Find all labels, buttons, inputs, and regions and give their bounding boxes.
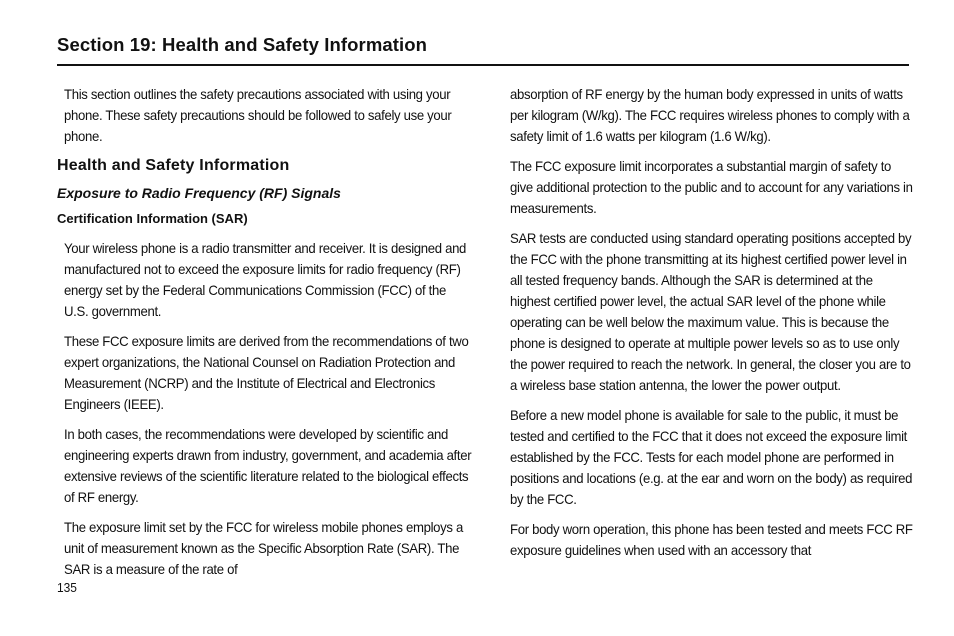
right-column	[510, 84, 915, 570]
intro-paragraph: This section outlines the safety precautions associated with using your phone. These safety precautions should be followed to safely use your phone.	[64, 86, 452, 144]
paragraph-absorption: absorption of RF energy by the human body expressed in units of watts per kilogram (W/kg). The FCC requires wireless phones to comply with a safety limit of 1.6 watts per kilogram (1.6 W/kg).	[510, 86, 910, 144]
paragraph-fcc-limits: These FCC exposure limits are derived from the recommendations of two expert organizations, the National Counsel on Radiation Protection and Measurement (NCRP) and the Institute of Electrical and Electronics Engineers (IEEE).	[64, 333, 469, 412]
section-title: Section 19: Health and Safety Information	[57, 34, 428, 55]
paragraph-sar-unit: The exposure limit set by the FCC for wireless mobile phones employs a unit of measurement known as the Specific Absorption Rate (SAR). The SAR is a measure of the rate of	[64, 519, 464, 577]
heading-health-safety: Health and Safety Information	[57, 157, 290, 174]
paragraph-safety-margin: The FCC exposure limit incorporates a substantial margin of safety to give additional protection to the public and to account for any variations in measurements.	[510, 158, 913, 216]
left-column	[57, 84, 472, 589]
header-rule	[57, 64, 909, 66]
paragraph-transmitter: Your wireless phone is a radio transmitter and receiver. It is designed and manufactured not to exceed the exposure limits for radio frequency (RF) energy set by the Federal Communications Commission (FCC) of the U.S. government.	[64, 240, 467, 319]
paragraph-recommendations: In both cases, the recommendations were developed by scientific and engineering experts drawn from industry, government, and academia after extensive reviews of the scientific literature related to the biological effects of RF energy.	[64, 426, 472, 505]
page-number: 135	[57, 580, 77, 595]
subheading-rf-exposure: Exposure to Radio Frequency (RF) Signals	[57, 185, 341, 201]
paragraph-body-worn: For body worn operation, this phone has been tested and meets FCC RF exposure guidelines when used with an accessory that	[510, 521, 913, 558]
paragraph-sar-tests: SAR tests are conducted using standard operating positions accepted by the FCC with the phone transmitting at its highest certified power level in all tested frequency bands. Although the SAR is determined at the highest certified power level, the actual SAR level of the phone while operating can be well below the maximum value. This is because the phone is designed to operate at multiple power levels so as to use only the power required to reach the network. In general, the closer you are to a wireless base station antenna, the lower the power output.	[510, 230, 912, 393]
paragraph-certification: Before a new model phone is available for sale to the public, it must be tested and certified to the FCC that it does not exceed the exposure limit established by the FCC. Tests for each model phone are performed in positions and locations (e.g. at the ear and worn on the body) as required by the FCC.	[510, 407, 913, 507]
subheading-sar-certification: Certification Information (SAR)	[57, 211, 248, 226]
